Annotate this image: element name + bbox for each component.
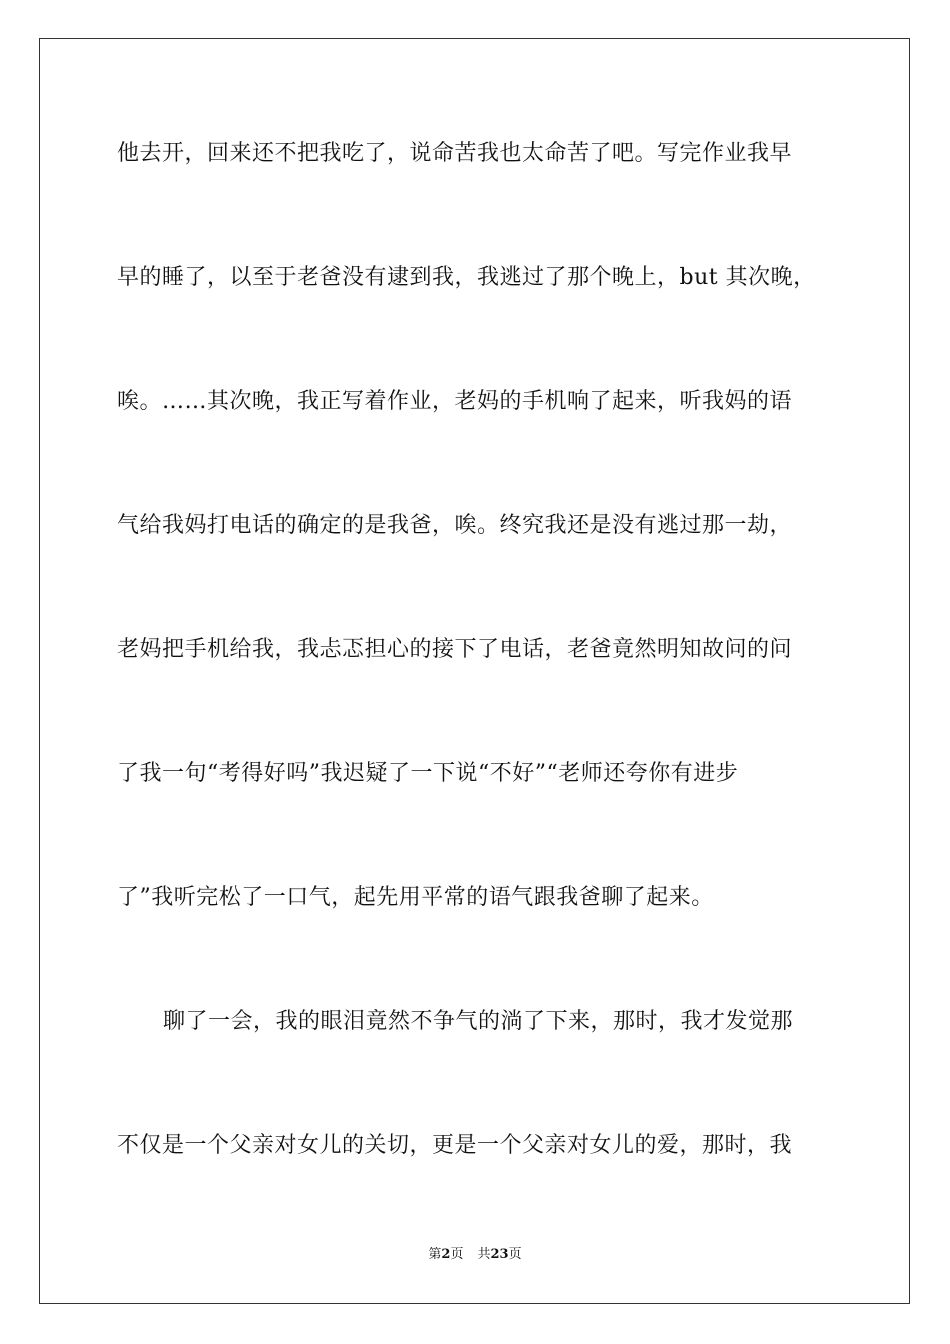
page-prefix: 第: [428, 1247, 442, 1262]
text-line-7: 了”我听完松了一口气，起先用平常的语气跟我爸聊了起来。: [117, 885, 714, 910]
total-suffix: 页: [508, 1247, 522, 1262]
total-pages: 23: [490, 1247, 509, 1262]
text-line-2: 早的睡了，以至于老爸没有逮到我，我逃过了那个晚上，but 其次晚，: [117, 265, 816, 290]
total-prefix: 共: [477, 1247, 491, 1262]
page-suffix: 页: [450, 1247, 464, 1262]
page-number: 2: [441, 1247, 451, 1262]
text-line-5: 老妈把手机给我，我忐忑担心的接下了电话，老爸竟然明知故问的问: [117, 637, 793, 662]
text-line-8-paragraph-start: 聊了一会，我的眼泪竟然不争气的淌了下来，那时，我才发觉那: [163, 1009, 794, 1034]
text-line-6: 了我一句“考得好吗”我迟疑了一下说“不好”“老师还夸你有进步: [117, 761, 739, 786]
page-border: [39, 38, 910, 1304]
text-line-9: 不仅是一个父亲对女儿的关切，更是一个父亲对女儿的爱，那时，我: [117, 1133, 793, 1158]
text-line-1: 他去开，回来还不把我吃了，说命苦我也太命苦了吧。写完作业我早: [117, 141, 793, 166]
text-line-4: 气给我妈打电话的确定的是我爸，唉。终究我还是没有逃过那一劫，: [117, 513, 793, 538]
page-footer: [0, 1246, 950, 1264]
text-line-3: 唉。……其次晚，我正写着作业，老妈的手机响了起来，听我妈的语: [117, 389, 793, 414]
